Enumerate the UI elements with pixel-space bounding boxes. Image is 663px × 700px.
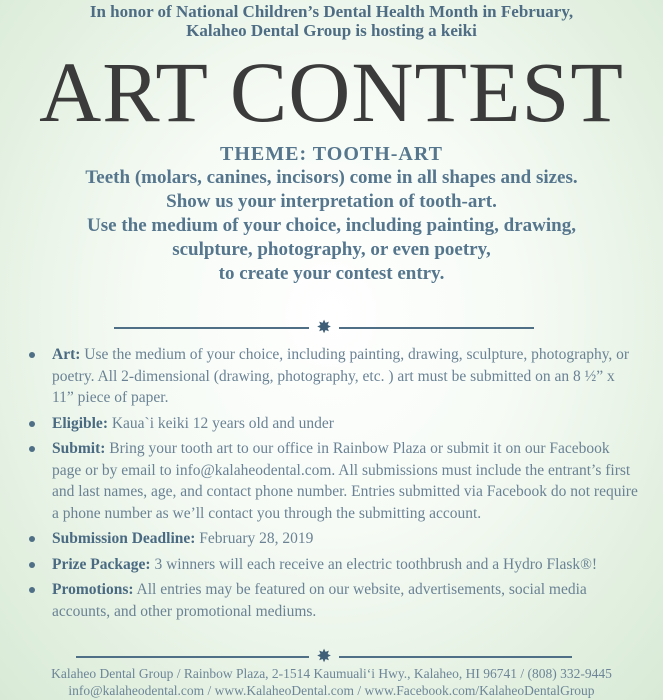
divider-top	[0, 317, 663, 338]
contest-details-list	[24, 344, 639, 626]
list-item-eligible	[24, 413, 639, 435]
theme-line-2: Show us your interpretation of tooth-art.	[166, 191, 497, 212]
page-title: ART CONTEST	[39, 44, 624, 140]
intro-line-2: Kalaheo Dental Group is hosting a keiki	[186, 21, 477, 40]
starburst-ornament-icon: ✸	[316, 646, 332, 667]
footer-address: Kalaheo Dental Group / Rainbow Plaza, 2-1514 Kaumuali‘i Hwy., Kalaheo, HI 96741 / (808) 332-9445	[51, 666, 612, 681]
detail-text: All entries may be featured on our website, advertisements, social media accounts, and other promotional mediums.	[52, 581, 587, 620]
theme-line-3: Use the medium of your choice, including painting, drawing,	[87, 215, 576, 236]
bullet-icon	[29, 587, 35, 593]
detail-label: Eligible:	[52, 414, 108, 432]
theme-line-1: Teeth (molars, canines, incisors) come in all shapes and sizes.	[85, 167, 578, 188]
divider-rule-right	[339, 656, 572, 658]
intro-line-1: In honor of National Children’s Dental Health Month in February,	[89, 2, 574, 21]
theme-line-4: sculpture, photography, or even poetry,	[172, 239, 491, 260]
detail-text: Use the medium of your choice, including painting, drawing, sculpture, photography, or poetry. All 2-dimensional (drawing, photography, etc. ) art must be submitted on an 8 ½” x 11” piece of paper.	[52, 346, 630, 406]
divider-rule-left	[114, 327, 309, 329]
starburst-ornament-icon: ✸	[316, 317, 332, 338]
theme-line-5: to create your contest entry.	[218, 263, 445, 284]
divider-bottom	[0, 646, 663, 667]
bullet-icon	[29, 421, 35, 427]
bullet-icon	[29, 446, 35, 452]
theme-heading: THEME: TOOTH-ART	[220, 143, 443, 165]
detail-text: February 28, 2019	[199, 530, 314, 547]
footer-contact	[0, 665, 663, 699]
list-item-deadline	[24, 528, 639, 550]
detail-text: Bring your tooth art to our office in Rainbow Plaza or submit it on our Facebook page or by email to info@kalaheodental.com. All submissions must include the entrant’s first and last names, age, and contact phone number. Entries submitted via Facebook do not require a phone number as we’ll contact you through the submitting account.	[52, 440, 638, 522]
detail-label: Submit:	[52, 440, 106, 457]
detail-label: Art:	[52, 346, 81, 363]
list-item-submit	[24, 438, 639, 524]
detail-text: Kaua`i keiki 12 years old and under	[111, 414, 334, 432]
theme-block	[0, 142, 663, 286]
detail-text: 3 winners will each receive an electric toothbrush and a Hydro Flask®!	[154, 555, 598, 573]
bullet-icon	[29, 352, 35, 358]
intro-text	[0, 2, 663, 40]
divider-rule-left	[76, 656, 309, 658]
bullet-icon	[29, 536, 35, 542]
footer-web-links: info@kalaheodental.com / www.KalaheoDental.com / www.Facebook.com/KalaheoDentalGroup	[68, 683, 595, 698]
list-item-promotions	[24, 579, 639, 622]
divider-rule-right	[339, 327, 534, 329]
detail-label: Submission Deadline:	[52, 530, 196, 547]
list-item-prize	[24, 554, 639, 576]
list-item-art	[24, 344, 639, 409]
detail-label: Prize Package:	[52, 555, 151, 573]
detail-label: Promotions:	[52, 581, 134, 598]
bullet-icon	[29, 562, 35, 568]
